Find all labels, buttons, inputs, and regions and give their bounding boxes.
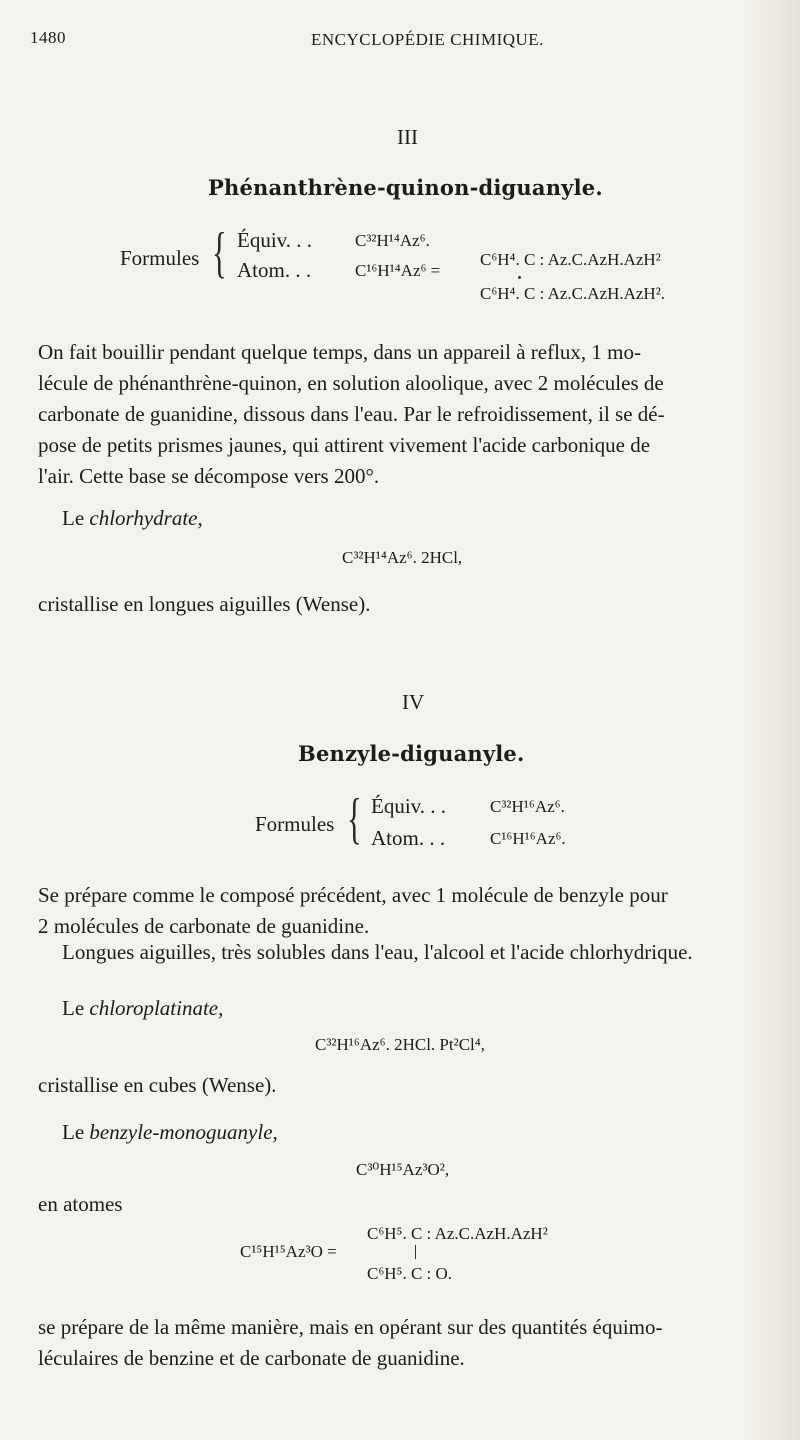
section-title-4: Benzyle-diguanyle. xyxy=(298,741,525,766)
equiv-label-3: Équiv. . . xyxy=(237,228,313,252)
chloroplatinate-intro xyxy=(62,996,223,1021)
intro-prefix: Le xyxy=(62,506,90,530)
chloroplatinate-text: cristallise en cubes (Wense). xyxy=(38,1073,277,1097)
paragraph-line: lécule de phénanthrène-quinon, en solution aloolique, avec 2 molécules de xyxy=(38,371,664,395)
compound-name: chlorhydrate, xyxy=(89,506,203,530)
paragraph-line: l'air. Cette base se décompose vers 200°. xyxy=(38,464,380,488)
formulas-label-4: Formules xyxy=(255,812,335,836)
formulas-label-3: Formules xyxy=(120,246,200,270)
bond-line xyxy=(415,1245,416,1259)
monoguanyle-struct-1: C⁶H⁵. C : Az.C.AzH.AzH² xyxy=(367,1224,548,1243)
brace-3: { xyxy=(212,222,227,284)
page-bleed-shadow xyxy=(740,0,800,1440)
atom-label-3: Atom. . . xyxy=(237,258,312,282)
atom-formula-4: C¹⁶H¹⁶Az⁶. xyxy=(490,829,566,848)
running-title: ENCYCLOPÉDIE CHIMIQUE. xyxy=(311,30,544,49)
intro-prefix: Le xyxy=(62,996,90,1020)
section-numeral-3: III xyxy=(397,125,418,149)
paragraph-line: Se prépare comme le composé précédent, avec 1 molécule de benzyle pour xyxy=(38,883,668,907)
monoguanyle-intro xyxy=(62,1120,278,1145)
section-title-3: Phénanthrène-quinon-diguanyle. xyxy=(208,175,603,200)
en-atomes: en atomes xyxy=(38,1192,123,1216)
struct-line-3b: C⁶H⁴. C : Az.C.AzH.AzH². xyxy=(480,284,666,303)
equiv-label-4: Équiv. . . xyxy=(371,794,447,818)
paragraph-4b: Longues aiguilles, très solubles dans l'eau, l'alcool et l'acide chlorhydrique. xyxy=(62,940,693,964)
atom-label-4: Atom. . . xyxy=(371,826,446,850)
brace-4: { xyxy=(347,788,362,850)
monoguanyle-struct-2: C⁶H⁵. C : O. xyxy=(367,1264,453,1283)
atom-formula-3: C¹⁶H¹⁴Az⁶ = xyxy=(355,261,441,280)
page-number: 1480 xyxy=(30,28,66,47)
struct-line-3a: C⁶H⁴. C : Az.C.AzH.AzH² xyxy=(480,250,661,269)
intro-prefix: Le xyxy=(62,1120,90,1144)
paragraph-line: léculaires de benzine et de carbonate de guanidine. xyxy=(38,1346,465,1370)
section-numeral-4: IV xyxy=(402,690,425,714)
bond-dot xyxy=(518,276,521,279)
compound-name: benzyle-monoguanyle, xyxy=(89,1120,278,1144)
paragraph-line: se prépare de la même manière, mais en opérant sur des quantités équimo- xyxy=(38,1315,663,1339)
paragraph-line: 2 molécules de carbonate de guanidine. xyxy=(38,914,370,938)
equiv-formula-3: C³²H¹⁴Az⁶. xyxy=(355,231,430,250)
paragraph-line: pose de petits prismes jaunes, qui attirent vivement l'acide carbonique de xyxy=(38,433,651,457)
monoguanyle-formula: C³⁰H¹⁵Az³O², xyxy=(356,1160,450,1179)
compound-name: chloroplatinate, xyxy=(89,996,224,1020)
chlorhydrate-formula: C³²H¹⁴Az⁶. 2HCl, xyxy=(342,548,463,567)
paragraph-3 xyxy=(38,337,776,492)
paragraph-line: On fait bouillir pendant quelque temps, dans un appareil à reflux, 1 mo- xyxy=(38,340,642,364)
paragraph-line: carbonate de guanidine, dissous dans l'eau. Par le refroidissement, il se dé- xyxy=(38,402,665,426)
paragraph-final xyxy=(38,1312,780,1374)
chlorhydrate-intro xyxy=(62,506,203,531)
chlorhydrate-text: cristallise en longues aiguilles (Wense). xyxy=(38,592,371,616)
paragraph-4 xyxy=(38,880,780,942)
monoguanyle-atom-formula: C¹⁵H¹⁵Az³O = xyxy=(240,1242,337,1261)
equiv-formula-4: C³²H¹⁶Az⁶. xyxy=(490,797,565,816)
chloroplatinate-formula: C³²H¹⁶Az⁶. 2HCl. Pt²Cl⁴, xyxy=(315,1035,485,1054)
